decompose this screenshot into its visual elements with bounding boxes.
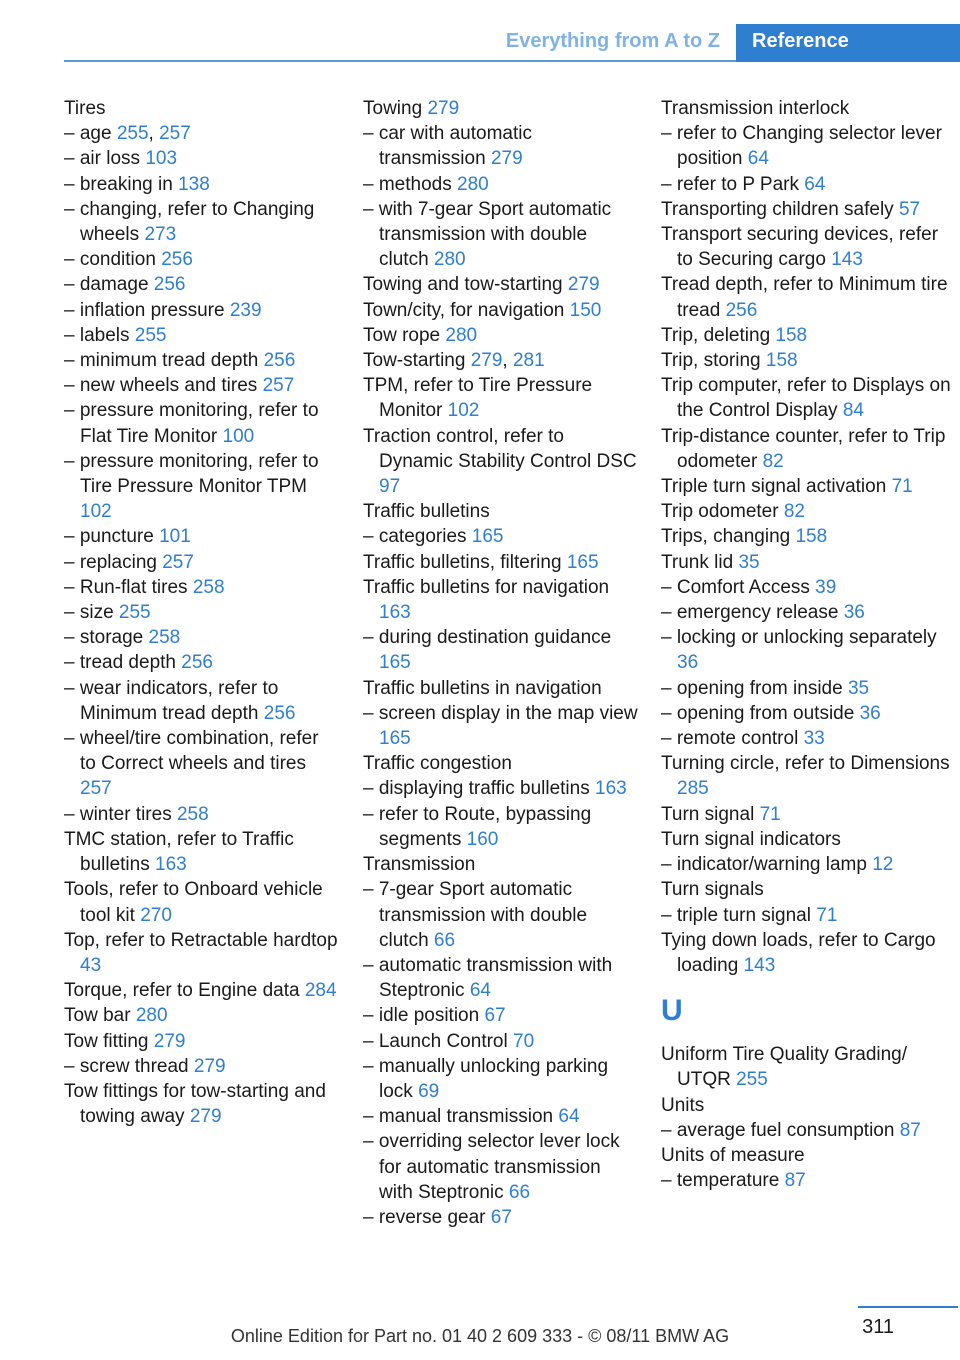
index-term: Trip odometer (661, 501, 779, 523)
index-term: Trip, storing (661, 350, 761, 372)
index-term: Trip, deleting (661, 324, 771, 346)
index-entry (661, 1143, 951, 1168)
index-entry (363, 852, 638, 877)
index-entry (363, 802, 638, 852)
index-term: – pressure monitoring, refer to Flat Tire Monitor (64, 400, 319, 447)
index-column-2 (363, 96, 638, 1230)
index-entry (661, 96, 951, 121)
index-entry (661, 524, 951, 549)
index-term: Tow rope (363, 324, 441, 346)
index-entry (64, 373, 339, 398)
index-entry (64, 726, 339, 802)
page-link[interactable]: 270 (140, 904, 172, 926)
index-term: Trip computer, refer to Displays on the Control Display (661, 375, 951, 422)
page-link[interactable]: 64 (558, 1106, 580, 1128)
index-term: – pressure monitoring, refer to Tire Pressure Monitor TPM (64, 450, 319, 498)
index-term: – opening from inside (661, 677, 843, 699)
index-entry (363, 499, 638, 524)
index-entry (64, 625, 339, 650)
index-entry (64, 1003, 339, 1028)
section-title: Everything from A to Z (505, 30, 720, 52)
index-entry (64, 550, 339, 575)
page-link[interactable]: 163 (595, 778, 627, 800)
index-term: Tow fitting (64, 1030, 149, 1052)
index-term: – temperature (661, 1170, 780, 1192)
index-term: Turn signal (661, 803, 755, 825)
index-term: Tow bar (64, 1005, 131, 1027)
page-link[interactable]: 100 (222, 425, 255, 447)
index-entry (661, 726, 951, 751)
index-entry (363, 1104, 638, 1129)
index-entry (64, 1079, 339, 1129)
index-term: – minimum tread depth (64, 350, 259, 372)
page-link[interactable]: 158 (775, 324, 808, 346)
index-entry (363, 877, 638, 953)
index-term: – refer to Route, bypassing segments (363, 803, 592, 850)
page-link[interactable]: 257 (159, 123, 191, 145)
index-term: – breaking in (64, 173, 173, 195)
index-term: Traction control, refer to Dynamic Stability Control DSC (363, 425, 637, 472)
index-term: Trips, changing (661, 526, 791, 548)
index-term: – emergency release (661, 602, 839, 624)
index-term: – during destination guidance (363, 627, 612, 649)
page-link[interactable]: 280 (445, 324, 478, 346)
index-term: – 7-gear Sport automatic transmission with double clutch (363, 879, 588, 951)
page-link[interactable]: 165 (379, 728, 411, 750)
page-link[interactable]: 165 (471, 526, 504, 548)
index-column-1 (64, 96, 339, 1129)
page-link[interactable]: 165 (379, 652, 411, 674)
index-term: Traffic bulletins (363, 501, 490, 523)
index-term: – overriding selector lever lock for automatic transmission with Steptronic (363, 1131, 620, 1203)
index-entry (661, 827, 951, 852)
index-entry (661, 676, 951, 701)
page-link[interactable]: 279 (189, 1106, 222, 1128)
index-entry (661, 701, 951, 726)
page-link[interactable]: 35 (847, 677, 870, 699)
index-entry (64, 524, 339, 549)
index-entry (661, 600, 951, 625)
index-entry (363, 751, 638, 776)
page-link[interactable]: 102 (447, 400, 480, 422)
page-link[interactable]: 163 (379, 602, 411, 624)
page-link[interactable]: 239 (229, 299, 262, 321)
index-entry (64, 197, 339, 247)
index-entry (661, 197, 951, 222)
page-link[interactable]: 256 (263, 702, 296, 724)
index-term: – refer to P Park (661, 173, 799, 195)
page-link[interactable]: 255 (736, 1069, 768, 1091)
page-link[interactable]: 273 (144, 224, 177, 246)
index-term: Tow-starting (363, 350, 466, 372)
index-entry (363, 1129, 638, 1205)
index-term: – wheel/tire combination, refer to Correct wheels and tires (64, 728, 319, 775)
index-term: – winter tires (64, 803, 172, 825)
reference-tab-label: Reference (752, 30, 849, 52)
page-link[interactable]: 255 (118, 602, 151, 624)
index-term: Traffic bulletins for navigation (363, 576, 610, 598)
index-entry (661, 222, 951, 272)
index-entry (64, 978, 339, 1003)
index-entry (661, 1168, 951, 1193)
index-term: – categories (363, 526, 467, 548)
page-link[interactable]: 33 (803, 728, 825, 750)
page-link[interactable]: 103 (145, 148, 178, 170)
page-link[interactable]: 70 (513, 1030, 535, 1052)
footer-edition: Online Edition for Part no. 01 40 2 609 333 - © 08/11 BMW AG (230, 1326, 730, 1346)
index-term: Transport securing devices, refer to Securing cargo (661, 224, 939, 271)
index-term: – manually unlocking parking lock (363, 1055, 609, 1102)
index-entry (363, 197, 638, 273)
index-entry (363, 424, 638, 500)
index-entry (661, 751, 951, 801)
page-link[interactable]: 258 (148, 627, 181, 649)
index-entry (64, 575, 339, 600)
index-entry (363, 701, 638, 751)
index-entry (64, 802, 339, 827)
page-link[interactable]: 43 (80, 954, 102, 976)
page-link[interactable]: 66 (508, 1181, 531, 1203)
index-entry (363, 524, 638, 549)
index-term: – wear indicators, refer to Minimum tread depth (64, 677, 279, 724)
page-link[interactable]: 279 (153, 1030, 186, 1052)
index-term: – with 7-gear Sport automatic transmission with double clutch (363, 198, 612, 271)
index-term: – displaying traffic bulletins (363, 778, 590, 800)
index-column-3 (661, 96, 951, 1193)
page-link[interactable]: 279 (490, 148, 523, 170)
index-entry (363, 298, 638, 323)
index-entry (363, 1054, 638, 1104)
index-term: Traffic bulletins in navigation (363, 677, 602, 699)
index-entry (661, 424, 951, 474)
index-entry (363, 323, 638, 348)
index-term: Towing and tow-starting (363, 274, 563, 296)
index-entry (64, 247, 339, 272)
index-entry (661, 877, 951, 902)
index-term: Town/city, for navigation (363, 299, 565, 321)
index-entry (64, 928, 339, 978)
index-term: Transmission interlock (661, 98, 850, 119)
index-entry (363, 776, 638, 801)
page-link[interactable]: 71 (816, 904, 838, 926)
page-link[interactable]: 82 (783, 501, 805, 523)
page-link[interactable]: 64 (747, 148, 769, 170)
page-link[interactable]: 257 (162, 551, 194, 573)
page-link[interactable]: 280 (433, 249, 466, 271)
page-number: 311 (862, 1316, 894, 1338)
page-link[interactable]: 150 (569, 299, 602, 321)
index-term: – age (64, 123, 112, 145)
page-link[interactable]: 36 (677, 652, 699, 674)
index-entry (363, 1205, 638, 1230)
index-term: – storage (64, 627, 144, 649)
page-link[interactable]: 71 (759, 803, 781, 825)
index-term: – triple turn signal (661, 904, 811, 926)
index-entry (661, 499, 951, 524)
index-term: – indicator/warning lamp (661, 854, 867, 876)
page-link[interactable]: 64 (804, 173, 826, 195)
page-link[interactable]: 35 (738, 551, 760, 573)
reference-tab[interactable] (736, 24, 960, 62)
index-entry (661, 474, 951, 499)
index-term: – manual transmission (363, 1106, 554, 1128)
index-entry (64, 96, 339, 121)
index-entry (363, 625, 638, 675)
index-entry (64, 398, 339, 448)
index-term: Tying down loads, refer to Cargo loading (661, 929, 936, 976)
index-entry (661, 272, 951, 322)
page-link[interactable]: 280 (135, 1005, 168, 1027)
index-entry (363, 550, 638, 575)
index-entry (64, 298, 339, 323)
index-entry (363, 575, 638, 625)
page-link[interactable]: 163 (155, 854, 187, 876)
index-term: – condition (64, 249, 156, 271)
index-entry (661, 928, 951, 978)
index-term: Top, refer to Retractable hardtop (64, 929, 338, 951)
index-term: Traffic congestion (363, 753, 512, 775)
index-term: – size (64, 602, 114, 624)
page-link[interactable]: 97 (379, 476, 401, 498)
index-entry (64, 600, 339, 625)
index-entry (64, 323, 339, 348)
index-entry (661, 1093, 951, 1118)
page-link[interactable]: 281 (512, 350, 545, 372)
index-term: Turning circle, refer to Dimensions (661, 753, 950, 775)
page-link[interactable]: 284 (304, 980, 337, 1002)
page-link[interactable]: 12 (872, 854, 894, 876)
index-term: – replacing (64, 551, 157, 573)
page-link[interactable]: 256 (153, 274, 186, 296)
header-rule (64, 60, 736, 62)
page-link[interactable]: 255 (134, 324, 167, 346)
index-term: Torque, refer to Engine data (64, 980, 300, 1002)
index-term: – screw thread (64, 1055, 189, 1077)
index-entry (661, 802, 951, 827)
index-term: Tread depth, refer to Minimum tire tread (661, 274, 948, 321)
index-term: – average fuel consumption (661, 1119, 895, 1141)
index-entry (661, 1042, 951, 1092)
index-term: – new wheels and tires (64, 375, 258, 397)
index-term: Tires (64, 98, 106, 119)
page-link[interactable]: 143 (831, 249, 863, 271)
index-term: – tread depth (64, 652, 176, 674)
index-term: – changing, refer to Changing wheels (64, 198, 315, 246)
index-entry (64, 146, 339, 171)
index-term: Transporting children safely (661, 198, 894, 220)
index-term: – methods (363, 173, 452, 195)
page-link[interactable]: 279 (567, 274, 600, 296)
page-link[interactable]: 102 (80, 501, 112, 523)
index-term: – air loss (64, 148, 141, 170)
page-link[interactable]: 87 (899, 1119, 921, 1141)
index-entry (661, 323, 951, 348)
page-link[interactable]: 256 (725, 299, 758, 321)
index-entry: Tow-starting 279, 281 (363, 350, 545, 372)
index-term: – locking or unlocking separately (661, 627, 937, 649)
index-term: TPM, refer to Tire Pressure Monitor (363, 375, 593, 422)
index-entry (64, 1054, 339, 1079)
page-link[interactable]: 138 (178, 173, 210, 195)
index-term: – Launch Control (363, 1030, 508, 1052)
index-entry (64, 1029, 339, 1054)
index-entry (661, 172, 951, 197)
index-term: Uniform Tire Quality Grading/ UTQR (661, 1044, 908, 1091)
index-term: Tools, refer to Onboard vehicle tool kit (64, 879, 323, 926)
page-link[interactable]: 69 (418, 1080, 440, 1102)
index-entry (661, 348, 951, 373)
index-term: Turn signals (661, 879, 764, 901)
page-link[interactable]: 258 (192, 576, 225, 598)
index-term: – Comfort Access (661, 576, 810, 598)
page-link[interactable]: 256 (181, 652, 213, 674)
index-term: Towing (363, 98, 423, 119)
page-link[interactable]: 255 (116, 123, 149, 145)
page-link[interactable]: 160 (466, 828, 499, 850)
index-term: Triple turn signal activation (661, 476, 887, 498)
index-term: TMC station, refer to Traffic bulletins (64, 828, 294, 876)
page-link[interactable]: 57 (898, 198, 921, 220)
index-term: – screen display in the map view (363, 702, 638, 724)
page-link[interactable]: 257 (80, 778, 112, 800)
index-entry (64, 650, 339, 675)
page-link[interactable]: 158 (765, 350, 798, 372)
index-entry (363, 272, 638, 297)
index-term: Traffic bulletins, filtering (363, 551, 562, 573)
index-entry (64, 676, 339, 726)
index-entry (363, 953, 638, 1003)
index-term: Units of measure (661, 1144, 805, 1166)
index-entry (661, 1118, 951, 1143)
index-term: – automatic transmission with Steptronic (363, 954, 613, 1002)
page-link[interactable]: 36 (843, 602, 865, 624)
letter-heading: U (661, 994, 683, 1028)
index-term: Turn signal indicators (661, 828, 841, 850)
page-link[interactable]: 257 (262, 375, 295, 397)
index-entry (661, 575, 951, 600)
index-entry (64, 877, 339, 927)
index-term: – opening from outside (661, 702, 855, 724)
index-term: – remote control (661, 728, 799, 750)
page-link[interactable]: 82 (762, 450, 784, 472)
index-term: – reverse gear (363, 1206, 486, 1228)
page-link[interactable]: 66 (433, 929, 456, 951)
index-term: – damage (64, 274, 149, 296)
index-entry (363, 172, 638, 197)
page-link[interactable]: 71 (891, 476, 913, 498)
page-link[interactable]: 256 (161, 249, 193, 271)
page-link[interactable]: 39 (815, 576, 837, 598)
page-link[interactable]: 258 (176, 803, 209, 825)
page-link[interactable]: 279 (470, 350, 503, 372)
page-link[interactable]: 67 (490, 1206, 512, 1228)
index-term: – idle position (363, 1005, 480, 1027)
index-term: – refer to Changing selector lever position (661, 123, 942, 170)
index-term: – car with automatic transmission (363, 123, 532, 170)
footer-rule (858, 1306, 958, 1308)
index-term: Tow fittings for tow-starting and towing away (64, 1080, 326, 1128)
index-entry (64, 348, 339, 373)
page-link[interactable]: 279 (193, 1055, 226, 1077)
index-entry (64, 272, 339, 297)
page-link[interactable]: 87 (784, 1170, 806, 1192)
index-entry (661, 625, 951, 675)
page-link[interactable]: 280 (457, 173, 489, 195)
page-link[interactable]: 285 (677, 778, 709, 800)
index-term: – labels (64, 324, 130, 346)
page-link[interactable]: 64 (469, 980, 491, 1002)
index-entry (661, 903, 951, 928)
page-link[interactable]: 67 (484, 1005, 506, 1027)
index-term: – puncture (64, 526, 154, 548)
index-entry (363, 1029, 638, 1054)
index-entry (363, 676, 638, 701)
page-link[interactable]: 256 (263, 350, 296, 372)
index-entry (363, 121, 638, 171)
index-term: – Run-flat tires (64, 576, 188, 598)
index-entry (64, 827, 339, 877)
index-term: Trunk lid (661, 551, 734, 573)
index-entry (64, 172, 339, 197)
index-entry (661, 550, 951, 575)
page-link[interactable]: 165 (566, 551, 599, 573)
index-entry (363, 96, 638, 121)
index-entry (363, 1003, 638, 1028)
page-link[interactable]: 101 (159, 526, 191, 548)
index-term: Units (661, 1094, 705, 1116)
index-entry (64, 449, 339, 525)
index-term: – inflation pressure (64, 299, 225, 321)
index-entry (661, 852, 951, 877)
index-entry (661, 373, 951, 423)
index-term: Transmission (363, 854, 476, 876)
index-entry (363, 373, 638, 423)
page-link[interactable]: 158 (795, 526, 828, 548)
page-link[interactable]: 143 (743, 954, 776, 976)
page-link[interactable]: 279 (427, 98, 460, 119)
index-term: Trip-distance counter, refer to Trip odometer (661, 425, 946, 472)
index-entry (661, 121, 951, 171)
page-link[interactable]: 36 (859, 702, 881, 724)
page-link[interactable]: 84 (842, 400, 864, 422)
index-entry: – age 255, 257 (64, 123, 191, 145)
